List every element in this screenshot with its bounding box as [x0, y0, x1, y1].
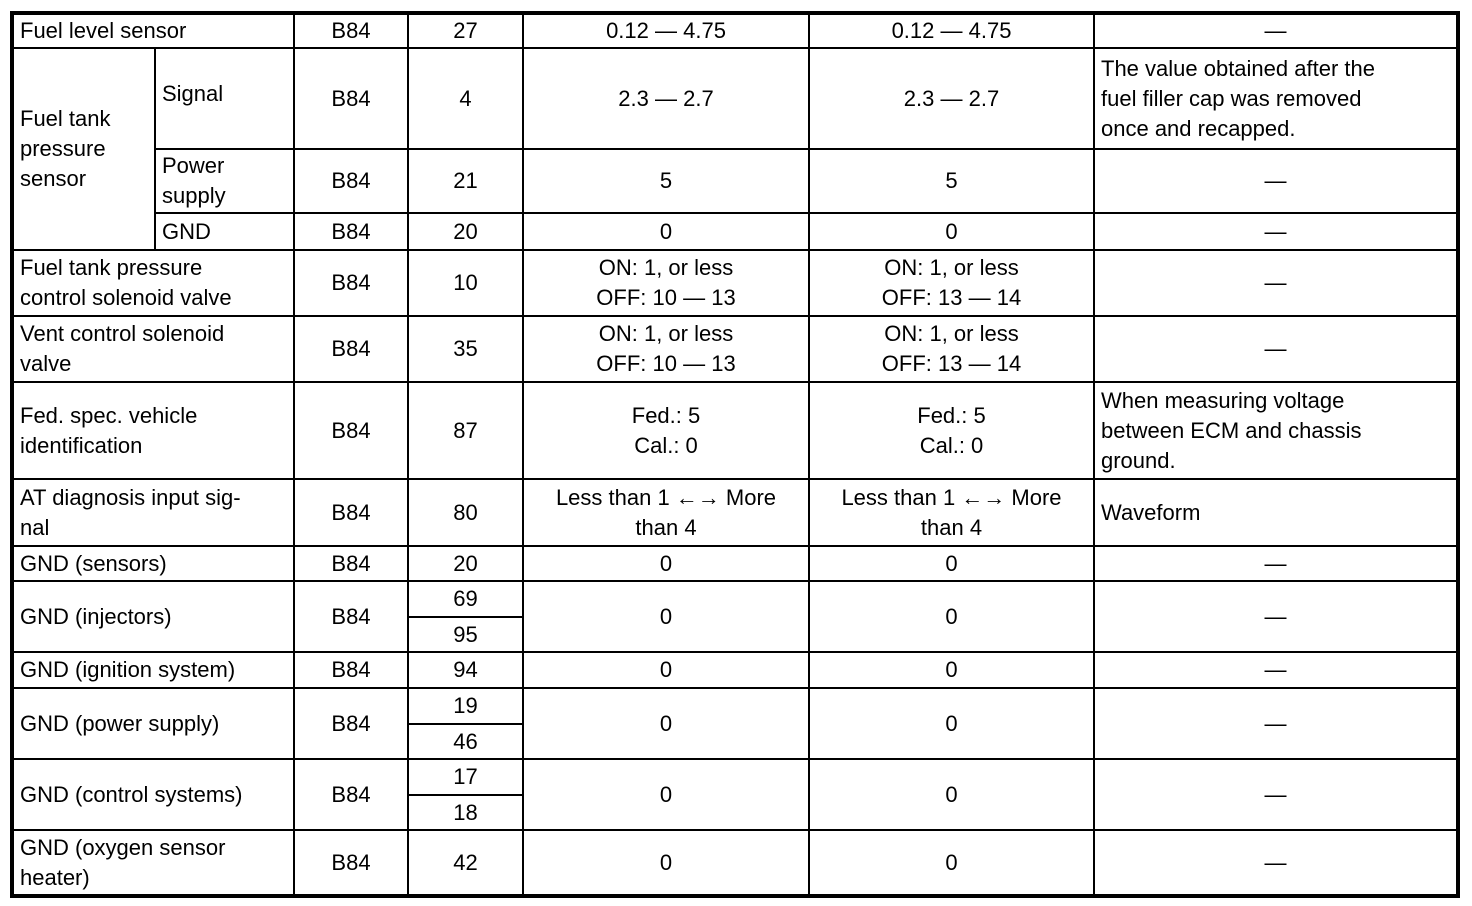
voltage-cell-2: 5: [809, 149, 1094, 213]
voltage-cell-1: 0: [523, 652, 809, 688]
terminal-cell: 27: [408, 13, 523, 48]
connector-cell: B84: [294, 382, 408, 479]
table-row: [12, 759, 1458, 795]
table-row: [12, 213, 1458, 250]
terminal-cell: 42: [408, 830, 523, 896]
table-row: [12, 13, 1458, 48]
sub-row-label: GND: [155, 213, 294, 250]
row-group-label: Fuel tank pressure sensor: [12, 48, 155, 250]
sub-row-label: Power supply: [155, 149, 294, 213]
voltage-cell-1: 0: [523, 830, 809, 896]
connector-cell: B84: [294, 479, 408, 546]
connector-cell: B84: [294, 213, 408, 250]
table-row: [12, 149, 1458, 213]
voltage-cell-1: Less than 1 ←→ More than 4: [523, 479, 809, 546]
terminal-cell: 80: [408, 479, 523, 546]
row-label: Fuel level sensor: [12, 13, 294, 48]
table-row: [12, 316, 1458, 382]
table-row: [12, 546, 1458, 581]
note-cell: Waveform: [1094, 479, 1458, 546]
terminal-cell: 17: [408, 759, 523, 795]
voltage-cell-1: 0: [523, 213, 809, 250]
voltage-cell-2: 0: [809, 581, 1094, 652]
table-row: [12, 48, 1458, 149]
terminal-cell: 21: [408, 149, 523, 213]
connector-cell: B84: [294, 149, 408, 213]
voltage-cell-1: ON: 1, or less OFF: 10 — 13: [523, 250, 809, 316]
table-row: [12, 652, 1458, 688]
voltage-cell-2: ON: 1, or less OFF: 13 — 14: [809, 316, 1094, 382]
note-cell: —: [1094, 546, 1458, 581]
voltage-cell-2: 0: [809, 830, 1094, 896]
row-label: GND (power supply): [12, 688, 294, 759]
terminal-cell: 94: [408, 652, 523, 688]
connector-cell: B84: [294, 316, 408, 382]
voltage-cell-1: 2.3 — 2.7: [523, 48, 809, 149]
note-cell: —: [1094, 149, 1458, 213]
voltage-cell-2: 0: [809, 213, 1094, 250]
row-label: Fed. spec. vehicle identification: [12, 382, 294, 479]
table-row: [12, 830, 1458, 896]
connector-cell: B84: [294, 581, 408, 652]
voltage-cell-2: Fed.: 5 Cal.: 0: [809, 382, 1094, 479]
terminal-cell: 18: [408, 795, 523, 830]
connector-cell: B84: [294, 652, 408, 688]
note-cell: —: [1094, 830, 1458, 896]
sub-row-label: Signal: [155, 48, 294, 149]
terminal-cell: 87: [408, 382, 523, 479]
ecm-terminal-voltage-table-container: [10, 11, 1460, 898]
voltage-cell-2: 2.3 — 2.7: [809, 48, 1094, 149]
voltage-cell-2: Less than 1 ←→ More than 4: [809, 479, 1094, 546]
voltage-cell-1: 0.12 — 4.75: [523, 13, 809, 48]
connector-cell: B84: [294, 759, 408, 830]
voltage-cell-2: 0: [809, 688, 1094, 759]
row-label: Fuel tank pressure control solenoid valve: [12, 250, 294, 316]
voltage-cell-1: 0: [523, 581, 809, 652]
note-cell: —: [1094, 316, 1458, 382]
connector-cell: B84: [294, 688, 408, 759]
row-label: GND (sensors): [12, 546, 294, 581]
table-row: [12, 382, 1458, 479]
voltage-cell-1: 5: [523, 149, 809, 213]
table-row: [12, 688, 1458, 724]
terminal-cell: 20: [408, 546, 523, 581]
terminal-cell: 20: [408, 213, 523, 250]
terminal-cell: 4: [408, 48, 523, 149]
voltage-cell-2: 0: [809, 546, 1094, 581]
voltage-cell-2: 0: [809, 652, 1094, 688]
table-row: [12, 250, 1458, 316]
terminal-cell: 95: [408, 617, 523, 652]
voltage-cell-1: ON: 1, or less OFF: 10 — 13: [523, 316, 809, 382]
terminal-cell: 10: [408, 250, 523, 316]
note-cell: —: [1094, 581, 1458, 652]
voltage-cell-1: 0: [523, 546, 809, 581]
terminal-cell: 46: [408, 724, 523, 759]
row-label: Vent control solenoid valve: [12, 316, 294, 382]
voltage-cell-1: 0: [523, 688, 809, 759]
note-cell: —: [1094, 759, 1458, 830]
row-label: GND (oxygen sensor heater): [12, 830, 294, 896]
connector-cell: B84: [294, 830, 408, 896]
note-cell: —: [1094, 652, 1458, 688]
terminal-cell: 19: [408, 688, 523, 724]
row-label: GND (ignition system): [12, 652, 294, 688]
note-cell: —: [1094, 213, 1458, 250]
note-cell: The value obtained after the fuel filler cap was removed once and recapped.: [1094, 48, 1458, 149]
terminal-cell: 69: [408, 581, 523, 617]
row-label: GND (injectors): [12, 581, 294, 652]
voltage-cell-2: 0: [809, 759, 1094, 830]
ecm-terminal-voltage-table: [10, 11, 1460, 898]
note-cell: When measuring voltage between ECM and chassis ground.: [1094, 382, 1458, 479]
note-cell: —: [1094, 13, 1458, 48]
note-cell: —: [1094, 688, 1458, 759]
note-cell: —: [1094, 250, 1458, 316]
connector-cell: B84: [294, 13, 408, 48]
table-row: [12, 479, 1458, 546]
connector-cell: B84: [294, 250, 408, 316]
voltage-cell-1: 0: [523, 759, 809, 830]
voltage-cell-1: Fed.: 5 Cal.: 0: [523, 382, 809, 479]
row-label: AT diagnosis input sig- nal: [12, 479, 294, 546]
connector-cell: B84: [294, 48, 408, 149]
table-row: [12, 581, 1458, 617]
row-label: GND (control systems): [12, 759, 294, 830]
terminal-cell: 35: [408, 316, 523, 382]
connector-cell: B84: [294, 546, 408, 581]
voltage-cell-2: ON: 1, or less OFF: 13 — 14: [809, 250, 1094, 316]
voltage-cell-2: 0.12 — 4.75: [809, 13, 1094, 48]
